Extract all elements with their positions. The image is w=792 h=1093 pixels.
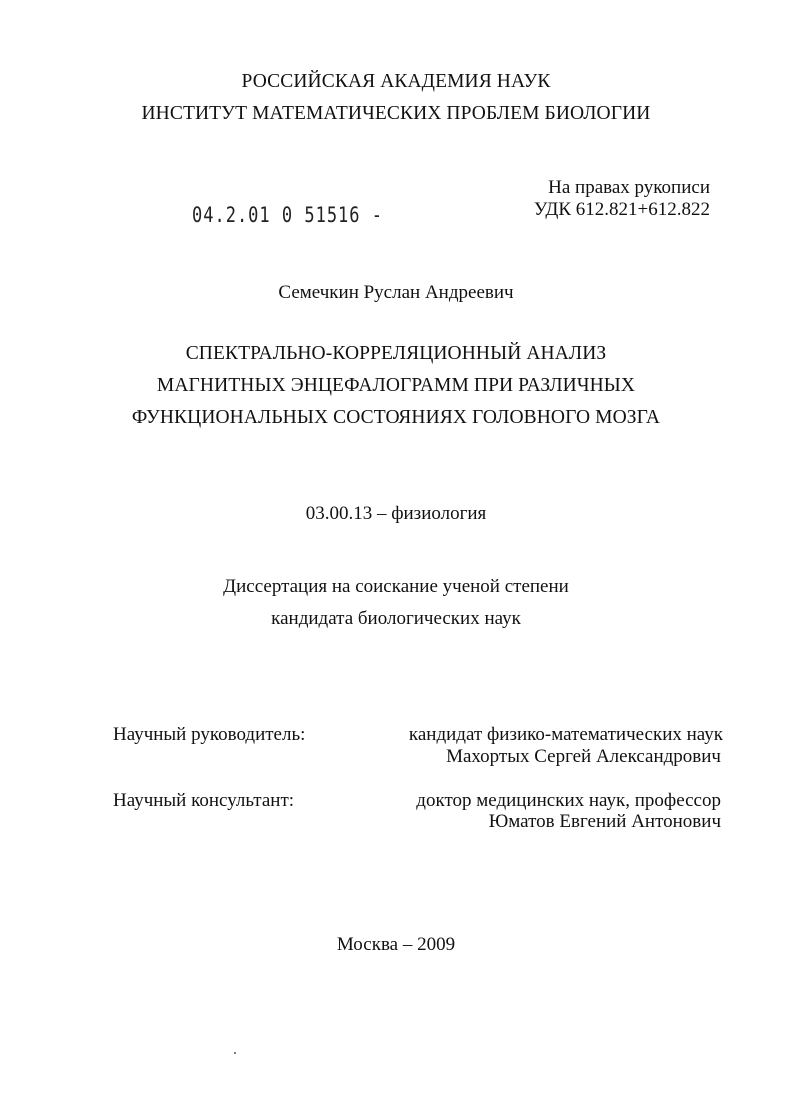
consultant-name: Юматов Евгений Антонович [488, 811, 721, 832]
academy-heading: РОССИЙСКАЯ АКАДЕМИЯ НАУК [241, 71, 551, 92]
author-name: Семечкин Руслан Андреевич [278, 282, 514, 303]
dissertation-degree-line-2: кандидата биологических наук [271, 608, 521, 629]
scan-speck [234, 1052, 236, 1054]
dissertation-degree-line-1: Диссертация на соискание ученой степени [223, 576, 569, 597]
udc-code: УДК 612.821+612.822 [533, 199, 710, 220]
title-line-3: ФУНКЦИОНАЛЬНЫХ СОСТОЯНИЯХ ГОЛОВНОГО МОЗГА [131, 407, 661, 428]
manuscript-rights-note: На правах рукописи [548, 177, 710, 198]
title-line-1: СПЕКТРАЛЬНО-КОРРЕЛЯЦИОННЫЙ АНАЛИЗ [185, 343, 607, 364]
supervisor-degree: кандидат физико-математических наук [408, 724, 723, 745]
title-line-2: МАГНИТНЫХ ЭНЦЕФАЛОГРАММ ПРИ РАЗЛИЧНЫХ [156, 375, 636, 396]
supervisor-name: Махортых Сергей Александрович [446, 746, 721, 767]
consultant-degree: доктор медицинских наук, профессор [416, 790, 721, 811]
consultant-label: Научный консультант: [113, 790, 295, 811]
city-year: Москва – 2009 [336, 934, 456, 955]
supervisor-label: Научный руководитель: [113, 724, 306, 745]
specialty-code: 03.00.13 – физиология [305, 503, 487, 524]
registration-code-stamp: 04.2.01 0 51516 - [192, 203, 383, 228]
institute-heading: ИНСТИТУТ МАТЕМАТИЧЕСКИХ ПРОБЛЕМ БИОЛОГИИ [141, 103, 651, 124]
